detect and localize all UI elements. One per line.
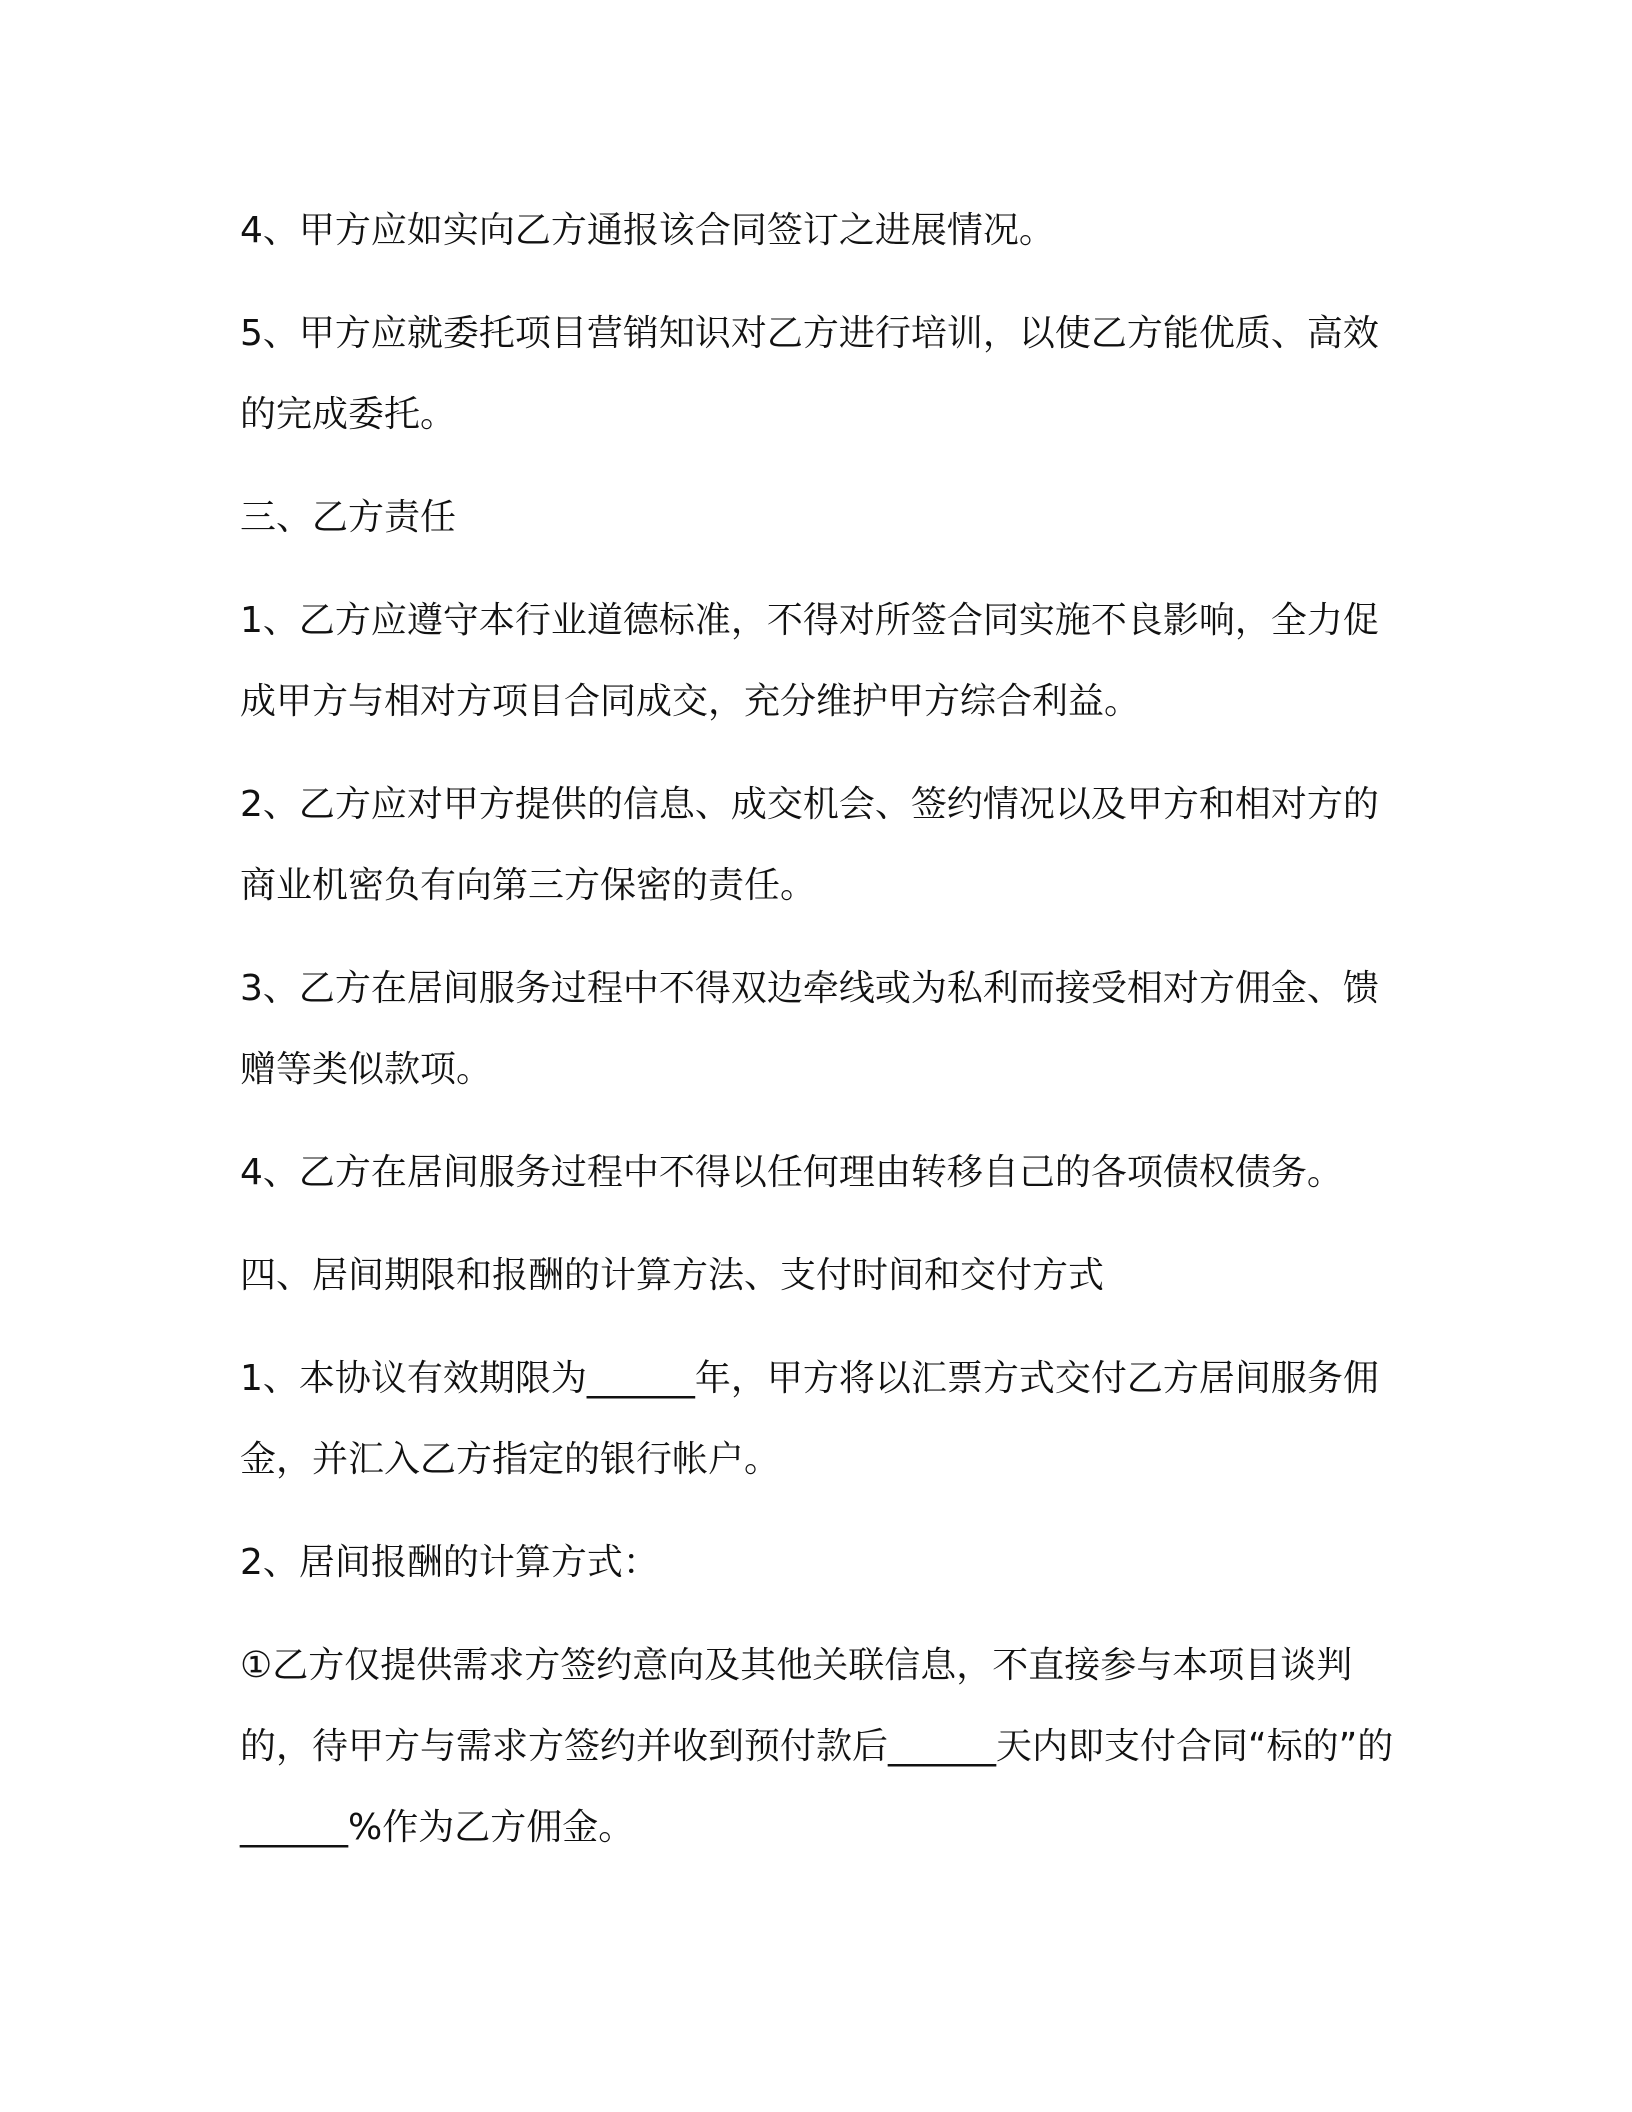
clause-4-2: 2、居间报酬的计算方式： xyxy=(240,1542,659,1583)
section-3-heading: 三、乙方责任 xyxy=(240,497,457,538)
clause-3-3: 3、乙方在居间服务过程中不得双边牵线或为私利而接受相对方佣金、馈赠等类似款项。 xyxy=(240,968,1379,1090)
clause-4-1: 1、本协议有效期限为______年，甲方将以汇票方式交付乙方居间服务佣金，并汇入乙方指定的银行帐户。 xyxy=(240,1358,1379,1480)
section-4-heading: 四、居间期限和报酬的计算方法、支付时间和交付方式 xyxy=(240,1255,1105,1296)
document-body xyxy=(240,190,1400,1890)
clause-2-4: 4、甲方应如实向乙方通报该合同签订之进展情况。 xyxy=(240,210,1055,251)
clause-2-5: 5、甲方应就委托项目营销知识对乙方进行培训，以使乙方能优质、高效的完成委托。 xyxy=(240,313,1379,435)
clause-3-1: 1、乙方应遵守本行业道德标准，不得对所签合同实施不良影响，全力促成甲方与相对方项目合同成交，充分维护甲方综合利益。 xyxy=(240,600,1379,722)
clause-3-2: 2、乙方应对甲方提供的信息、成交机会、签约情况以及甲方和相对方的商业机密负有向第三方保密的责任。 xyxy=(240,784,1379,906)
clause-3-4: 4、乙方在居间服务过程中不得以任何理由转移自己的各项债权债务。 xyxy=(240,1152,1343,1193)
clause-4-2-1: ①乙方仅提供需求方签约意向及其他关联信息，不直接参与本项目谈判的，待甲方与需求方签约并收到预付款后______天内即支付合同“标的”的______%作为乙方佣金。 xyxy=(240,1645,1394,1848)
